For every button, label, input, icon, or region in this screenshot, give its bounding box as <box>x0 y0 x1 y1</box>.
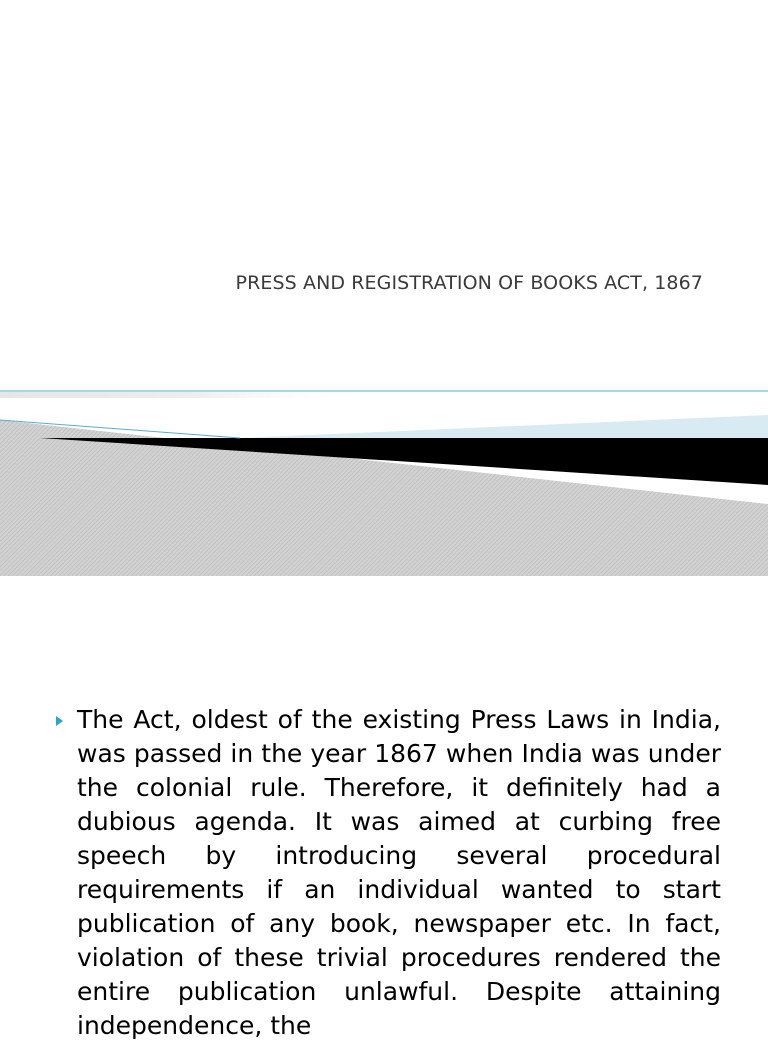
decorative-banner <box>0 380 768 576</box>
bullet-paragraph: The Act, oldest of the existing Press Laws in India, was passed in the year 1867 when India was under the colonial rule. Therefore, it definitely had a dubious agenda. It was aimed at curbing free speech by introducing several procedural requirements if an individual wanted to start publication of any book, newspaper etc. In fact, violation of these trivial procedures rendered the entire publication unlawful. Despite attaining independence, the <box>77 705 721 1040</box>
content-slide <box>0 576 768 1040</box>
bullet-arrow-icon <box>56 716 63 726</box>
banner-fade-band <box>0 392 380 398</box>
slide-title: PRESS AND REGISTRATION OF BOOKS ACT, 1867 <box>235 272 703 294</box>
banner-light-blue-wedge <box>240 415 768 438</box>
